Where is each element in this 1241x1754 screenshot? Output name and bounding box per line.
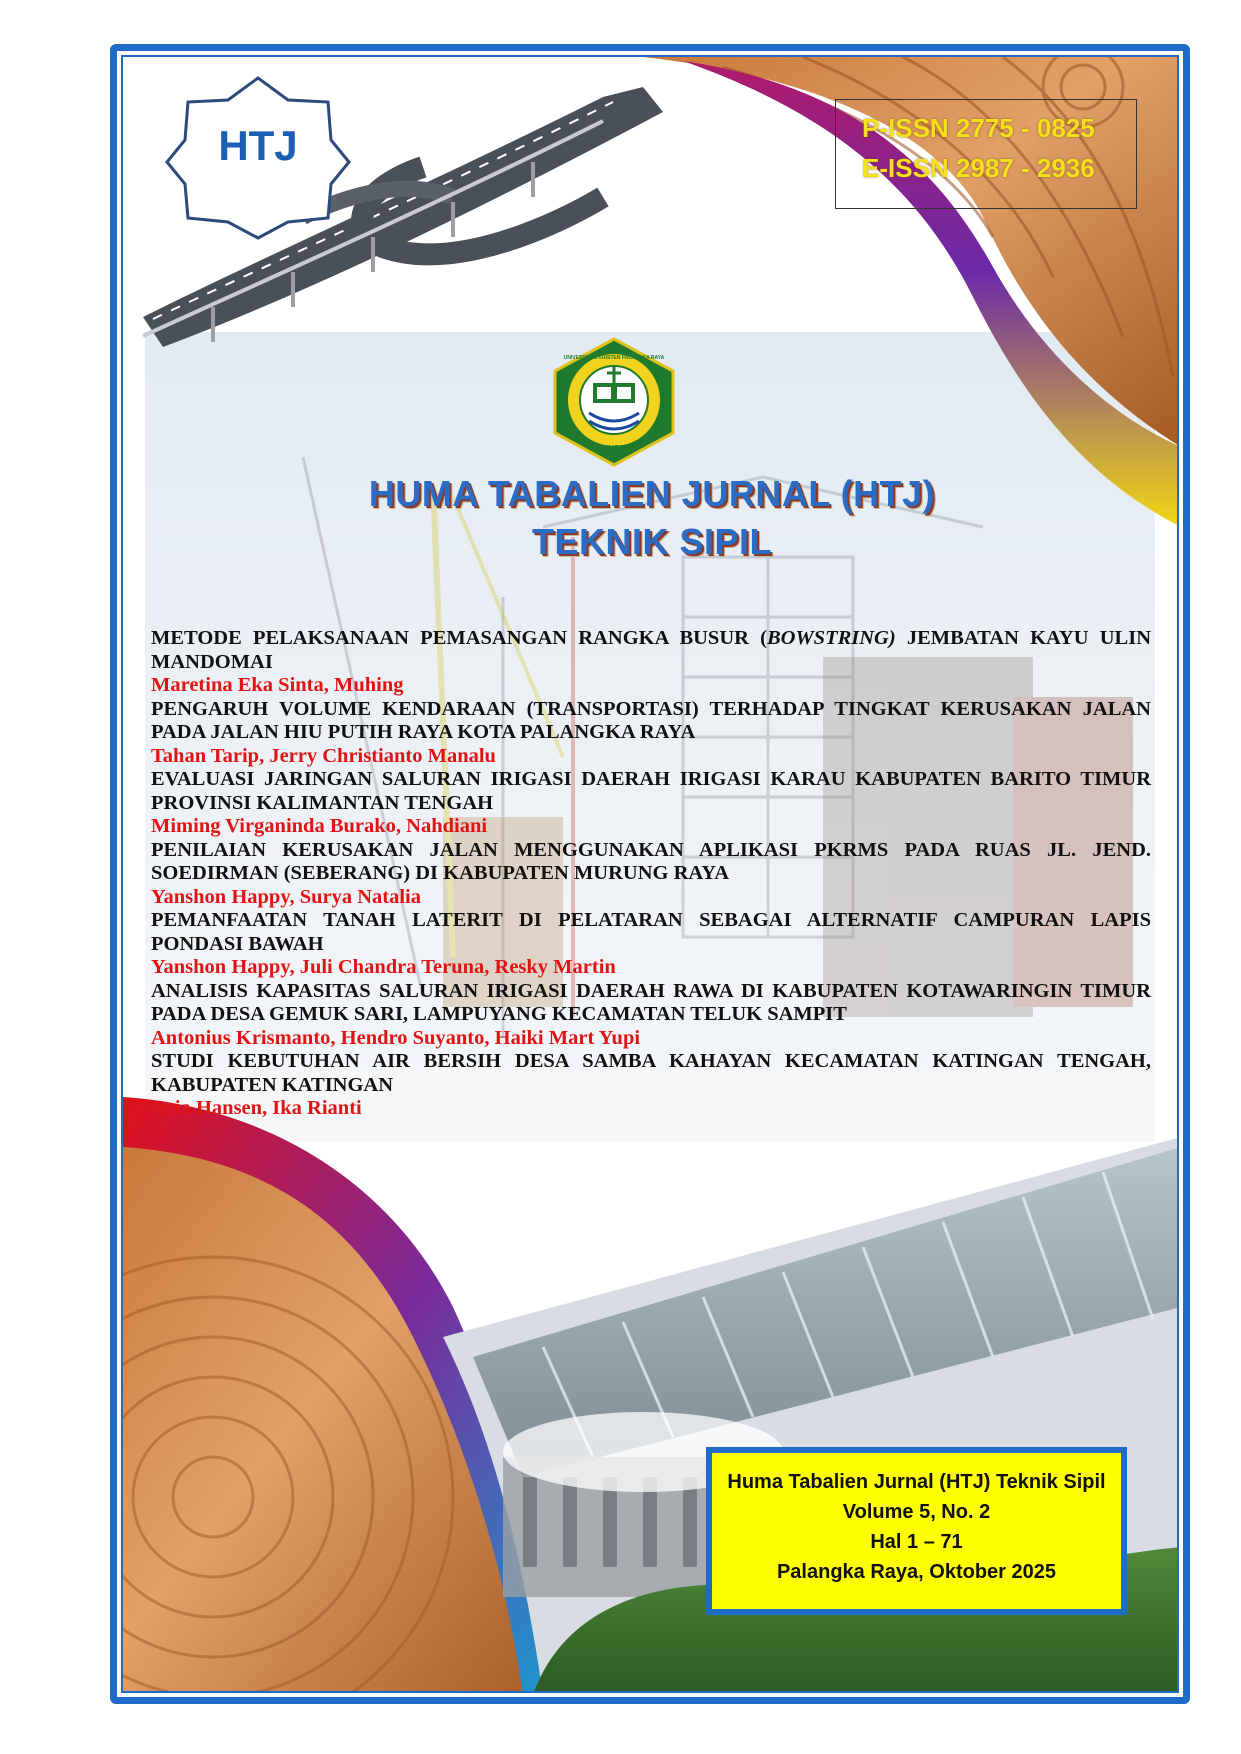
article-authors: Tahan Tarip, Jerry Christianto Manalu [151, 744, 496, 767]
issn-box [835, 99, 1137, 209]
article-entry [151, 909, 1151, 980]
issue-info-box [706, 1447, 1127, 1615]
article-authors: Maretina Eka Sinta, Muhing [151, 674, 404, 696]
article-title: ANALISIS KAPASITAS SALURAN IRIGASI DAERAH RAWA DI KABUPATEN KOTAWARINGIN TIMUR PADA DESA GEMUK SARI, LAMPUYANG KECAMATAN TELUK SAMPIT [151, 979, 1151, 1025]
article-title: PENGARUH VOLUME KENDARAAN (TRANSPORTASI) TERHADAP TINGKAT KERUSAKAN JALAN PADA JALAN HIU PUTIH RAYA KOTA PALANGKA RAYA [151, 697, 1151, 743]
table-of-contents [151, 627, 1151, 1121]
article-title: STUDI KEBUTUHAN AIR BERSIH DESA SAMBA KAHAYAN KECAMATAN KATINGAN TENGAH, KABUPATEN KATINGAN [151, 1050, 1151, 1096]
article-entry [151, 839, 1151, 910]
htj-badge-label: HTJ [218, 122, 298, 169]
article-entry [151, 1050, 1151, 1121]
issue-volume: Volume 5, No. 2 [842, 1501, 991, 1523]
issue-journal-name: Huma Tabalien Jurnal (HTJ) Teknik Sipil [727, 1471, 1106, 1493]
article-authors: Yanshon Happy, Juli Chandra Teruna, Resky Martin [151, 956, 616, 978]
journal-title-line2: TEKNIK SIPIL [531, 521, 773, 562]
issue-pages: Hal 1 – 71 [870, 1531, 963, 1553]
journal-title [123, 470, 1179, 566]
electronic-issn: E-ISSN 2987 - 2936 [862, 153, 1095, 183]
logo-bottom-text: UKPR [602, 444, 626, 453]
cover-page [121, 55, 1179, 1693]
journal-title-line1: HUMA TABALIEN JURNAL (HTJ) [368, 473, 936, 514]
article-entry [151, 627, 1151, 698]
print-issn: P-ISSN 2775 - 0825 [862, 113, 1095, 143]
article-title: PENILAIAN KERUSAKAN JALAN MENGGUNAKAN APLIKASI PKRMS PADA RUAS JL. JEND. SOEDIRMAN (SEBERANG) DI KABUPATEN MURUNG RAYA [151, 838, 1151, 884]
article-entry [151, 698, 1151, 769]
article-authors: Aria Hansen, Ika Rianti [151, 1097, 362, 1119]
article-title: EVALUASI JARINGAN SALURAN IRIGASI DAERAH IRIGASI KARAU KABUPATEN BARITO TIMUR PROVINSI KALIMANTAN TENGAH [151, 768, 1151, 814]
article-authors: Yanshon Happy, Surya Natalia [151, 885, 422, 908]
logo-ring-text: UNIVERSITAS KRISTEN PALANGKA RAYA [563, 355, 665, 361]
article-authors: Antonius Krismanto, Hendro Suyanto, Haiki Mart Yupi [151, 1026, 641, 1049]
article-entry [151, 768, 1151, 839]
issue-place-date: Palangka Raya, Oktober 2025 [776, 1561, 1057, 1583]
article-authors: Miming Virganinda Burako, Nahdiani [151, 815, 488, 837]
article-title: METODE PELAKSANAAN PEMASANGAN RANGKA BUSUR (BOWSTRING) JEMBATAN KAYU ULIN MANDOMAI [151, 627, 1151, 673]
university-logo [549, 337, 679, 467]
article-title: PEMANFAATAN TANAH LATERIT DI PELATARAN SEBAGAI ALTERNATIF CAMPURAN LAPIS PONDASI BAWAH [151, 909, 1151, 955]
article-entry [151, 980, 1151, 1051]
